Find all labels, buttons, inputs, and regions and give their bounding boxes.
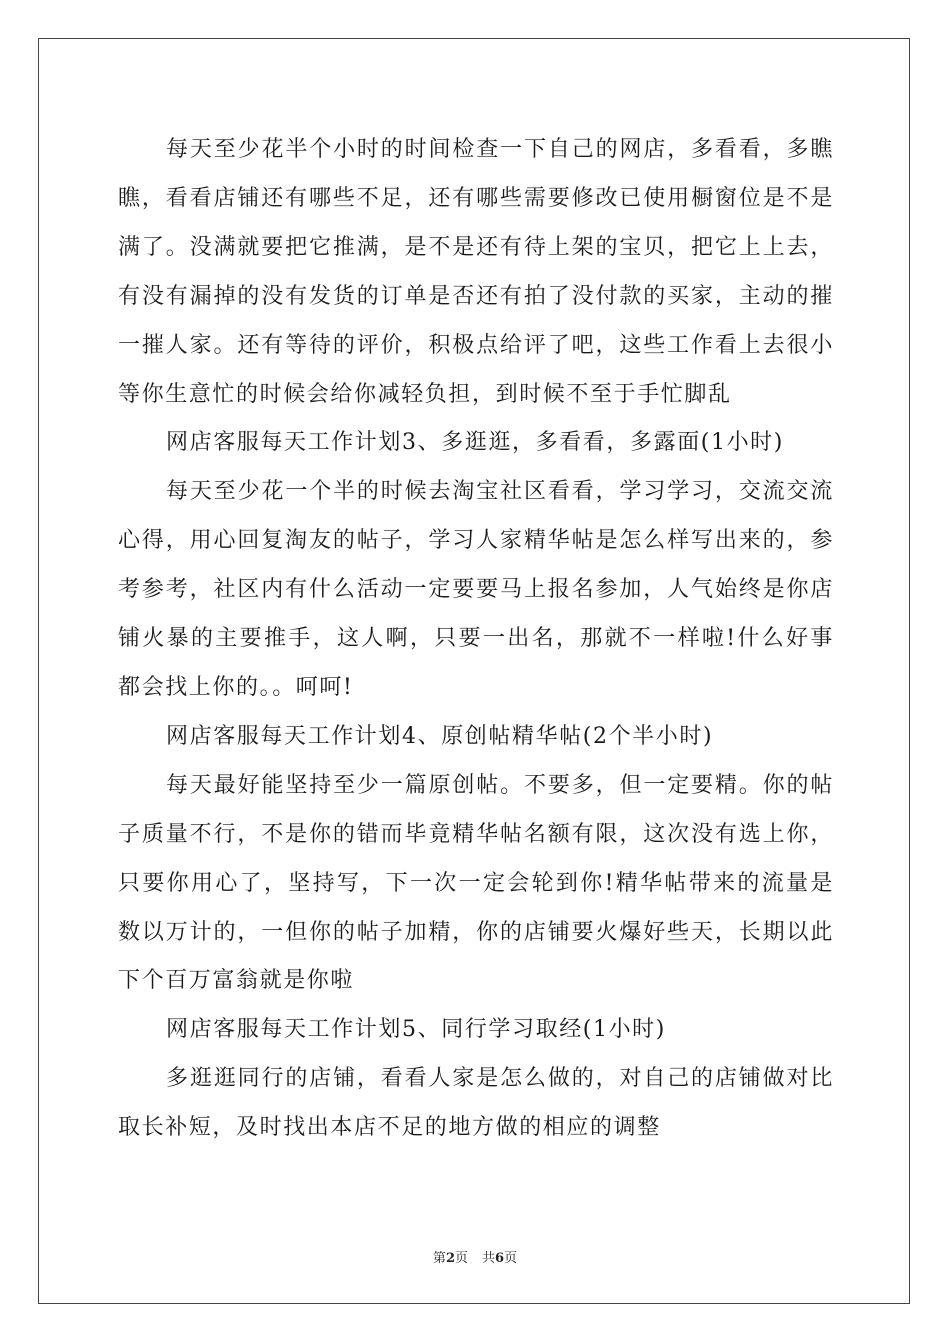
document-body (118, 126, 834, 1153)
page-number: 第2页 (432, 1251, 468, 1266)
paragraph-shop-check: 每天至少花半个小时的时间检查一下自己的网店，多看看，多瞧瞧，看看店铺还有哪些不足，还有哪些需要修改已使用橱窗位是不是满了。没满就要把它推满，是不是还有待上架的宝贝，把它上上去，有没有漏掉的没有发货的订单是否还有拍了没付款的买家，主动的摧一摧人家。还有等待的评价，积极点给评了吧，这些工作看上去很小等你生意忙的时候会给你减轻负担，到时候不至于手忙脚乱 (118, 137, 834, 407)
paragraph-peer-learning: 多逛逛同行的店铺，看看人家是怎么做的，对自己的店铺做对比取长补短，及时找出本店不足的地方做的相应的调整 (118, 1066, 834, 1141)
heading-plan-4: 网店客服每天工作计划4、原创帖精华帖(2个半小时) (166, 723, 714, 749)
paragraph-original-posts: 每天最好能坚持至少一篇原创帖。不要多，但一定要精。你的帖子质量不行，不是你的错而毕竟精华帖名额有限，这次没有选上你，只要你用心了，坚持写，下一次一定会轮到你!精华帖带来的流量是数以万计的，一但你的帖子加精，你的店铺要火爆好些天，长期以此下个百万富翁就是你啦 (118, 772, 834, 994)
heading-plan-3: 网店客服每天工作计划3、多逛逛，多看看，多露面(1小时) (166, 430, 784, 456)
page-footer (0, 1247, 950, 1266)
heading-plan-5: 网店客服每天工作计划5、同行学习取经(1小时) (166, 1017, 666, 1043)
page-total: 共6页 (482, 1251, 518, 1266)
paragraph-community: 每天至少花一个半的时候去淘宝社区看看，学习学习，交流交流心得，用心回复淘友的帖子，学习人家精华帖是怎么样写出来的，参考参考，社区内有什么活动一定要要马上报名参加，人气始终是你店铺火暴的主要推手，这人啊，只要一出名，那就不一样啦!什么好事都会找上你的。。呵呵! (118, 479, 834, 700)
